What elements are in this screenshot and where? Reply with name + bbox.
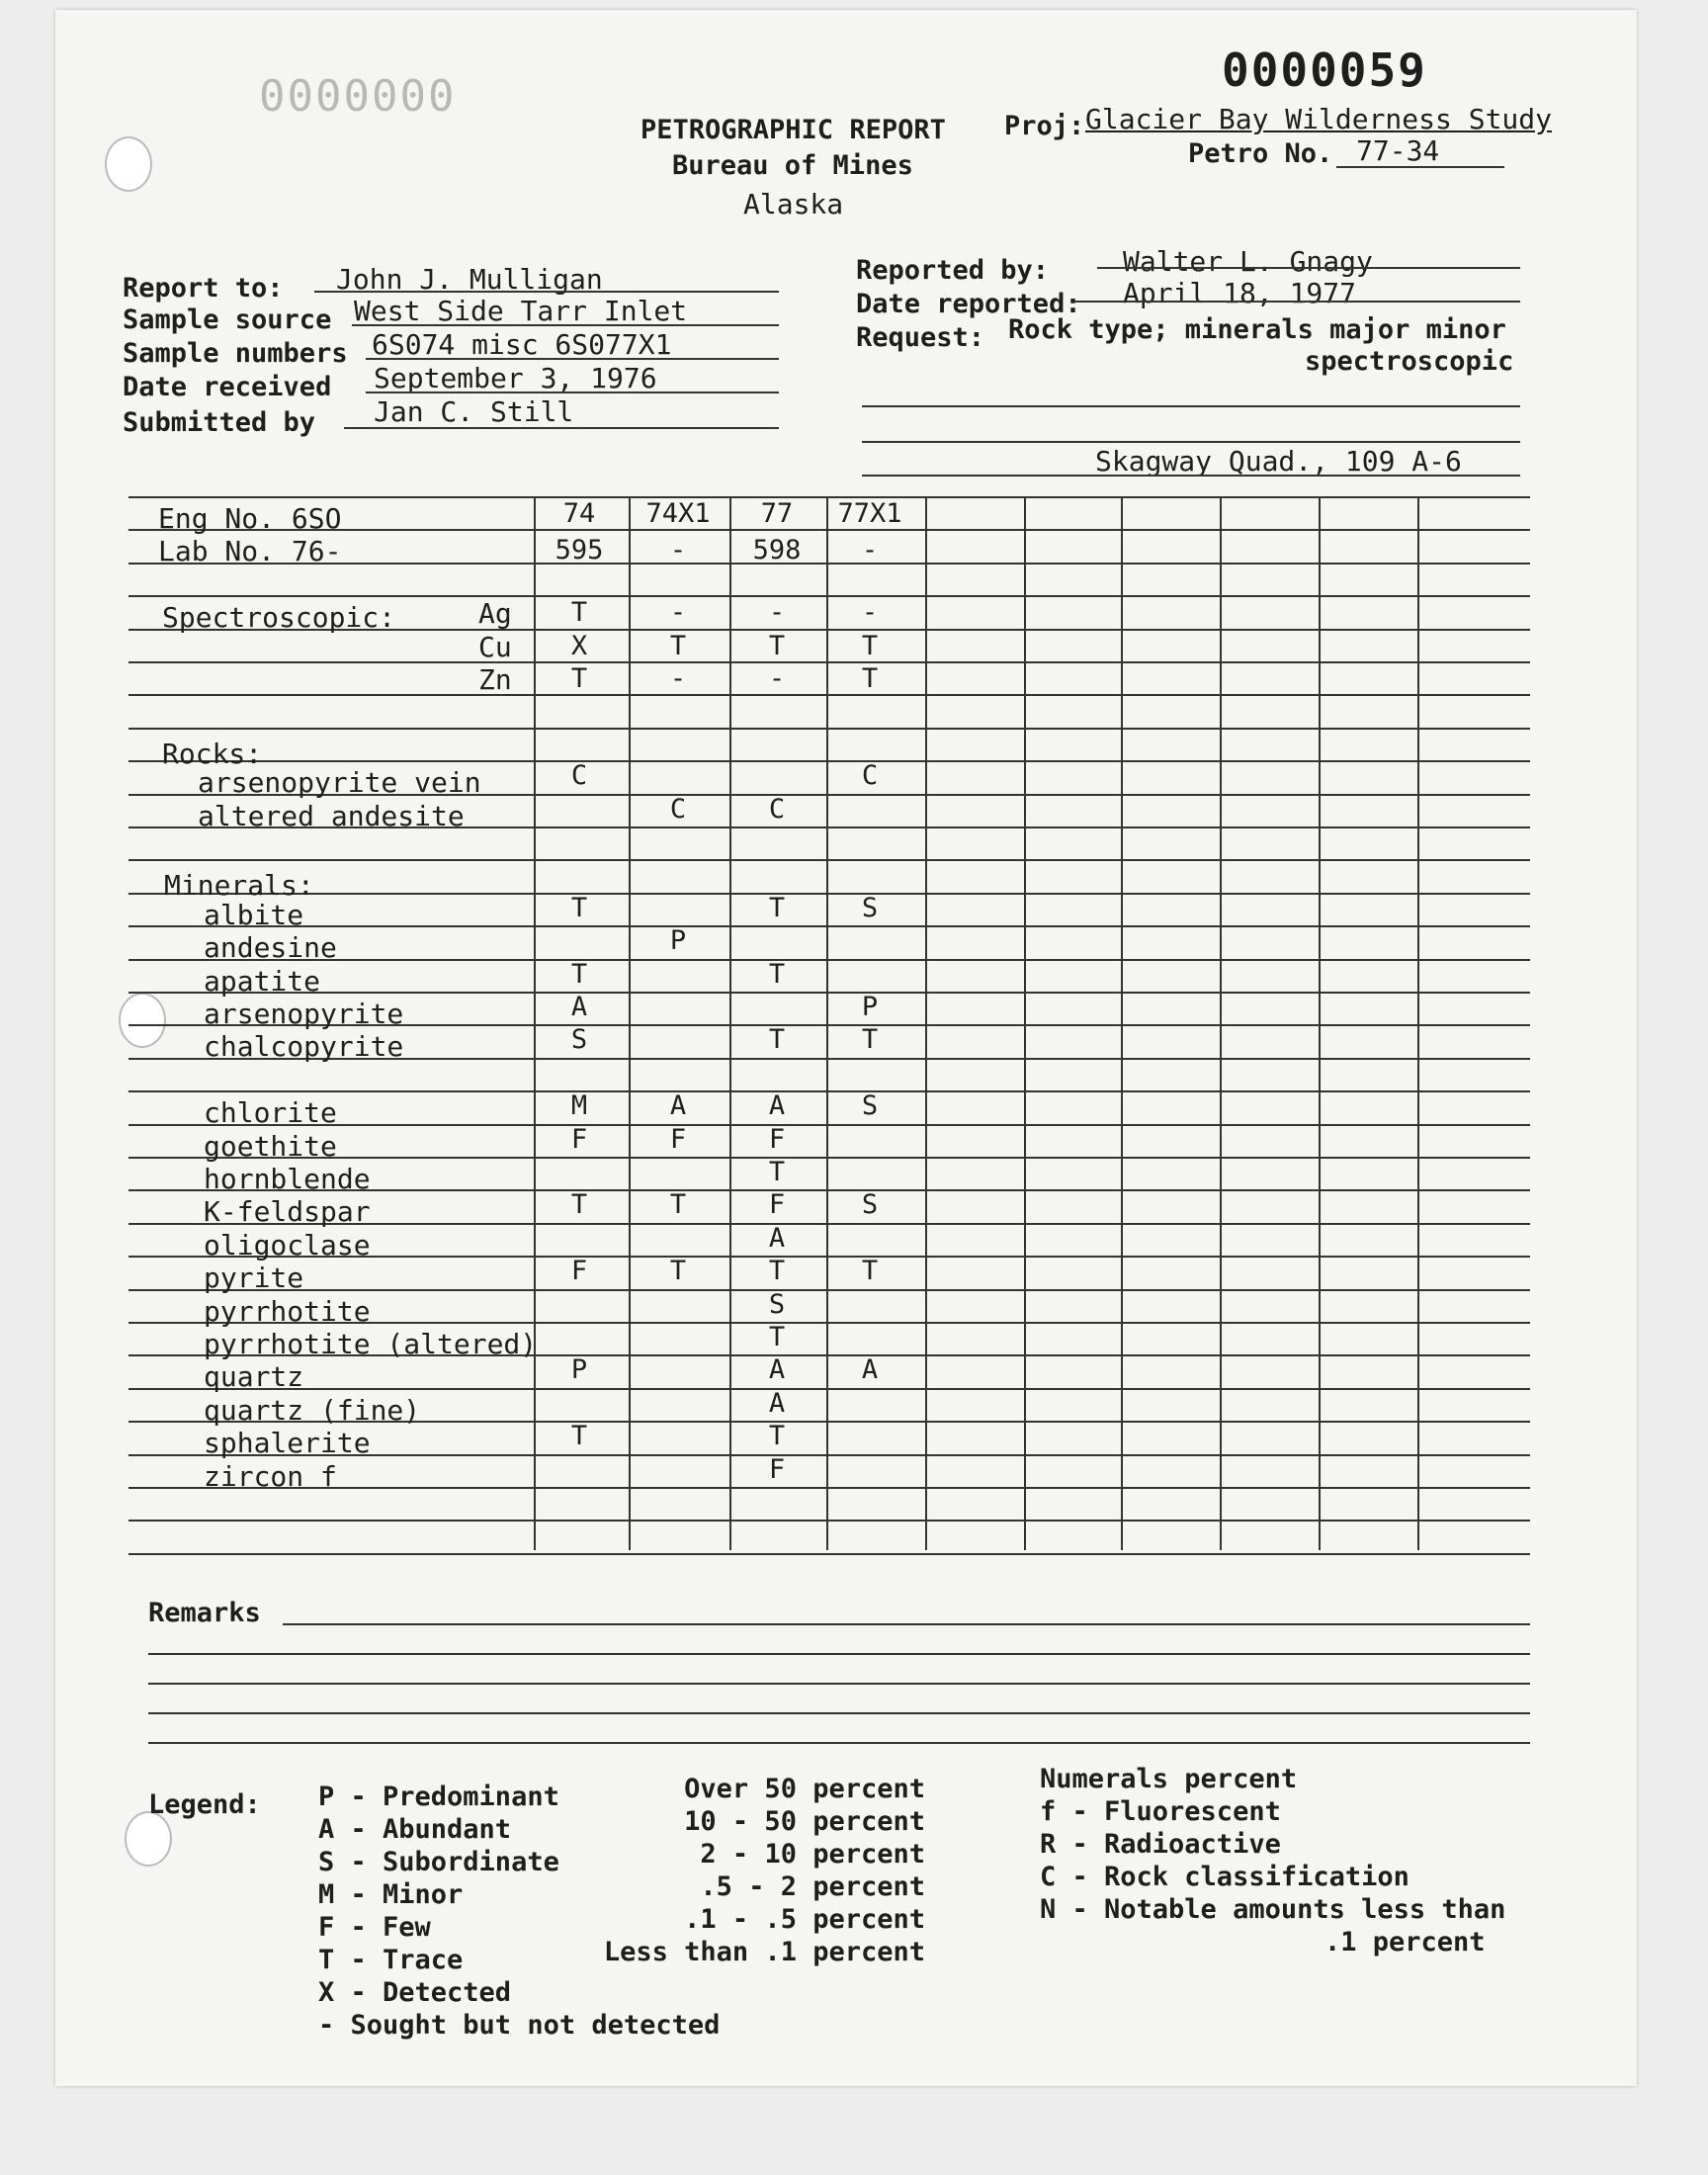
mineral-name: apatite <box>204 965 321 998</box>
table-row-line <box>128 728 1530 730</box>
table-column-line <box>826 496 828 1550</box>
date-received-value: September 3, 1976 <box>374 362 657 394</box>
element-label: Ag <box>478 597 512 630</box>
sample-numbers-value: 6S074 misc 6S077X1 <box>372 328 672 361</box>
table-row-line <box>128 1124 1530 1126</box>
mineral-cell: S <box>570 1024 588 1055</box>
mineral-cell: T <box>669 1189 687 1220</box>
mineral-cell: S <box>861 1090 879 1121</box>
proj-value: Glacier Bay Wilderness Study <box>1085 103 1553 135</box>
rock-name: arsenopyrite vein <box>198 766 481 799</box>
table-column-line <box>534 496 536 1550</box>
legend-code: F - Few <box>318 1912 431 1943</box>
page-number-stamp: 0000059 <box>1222 44 1427 97</box>
legend-note: C - Rock classification <box>1040 1862 1409 1892</box>
mineral-name: quartz (fine) <box>204 1394 421 1427</box>
table-column-line <box>1220 496 1222 1550</box>
eng-number-cell: 77X1 <box>837 498 902 529</box>
legend-code: X - Detected <box>318 1977 512 2008</box>
sample-numbers-label: Sample numbers <box>123 338 348 369</box>
table-row-line <box>128 959 1530 961</box>
rock-cell: C <box>768 794 786 825</box>
table-row-line <box>128 1090 1530 1092</box>
table-row-line <box>128 1388 1530 1390</box>
mineral-cell: P <box>570 1354 588 1385</box>
table-row-line <box>128 496 1530 498</box>
mineral-cell: P <box>861 992 879 1022</box>
table-column-line <box>729 496 731 1550</box>
legend-range: .5 - 2 percent <box>700 1871 925 1902</box>
legend-note: Numerals percent <box>1040 1764 1298 1794</box>
spectroscopic-cell: - <box>861 597 879 628</box>
mineral-cell: F <box>768 1124 786 1155</box>
mineral-name: sphalerite <box>204 1427 371 1459</box>
region-name: Alaska <box>743 188 844 220</box>
request-label: Request: <box>856 322 985 353</box>
date-received-label: Date received <box>123 372 332 402</box>
legend-note: .1 percent <box>1324 1927 1486 1958</box>
legend-note: N - Notable amounts less than <box>1040 1894 1506 1925</box>
legend-note: R - Radioactive <box>1040 1829 1281 1860</box>
mineral-cell: T <box>570 1189 588 1220</box>
spectroscopic-cell: X <box>570 631 588 661</box>
mineral-cell: T <box>768 1322 786 1352</box>
legend-range: 10 - 50 percent <box>684 1806 925 1837</box>
punch-hole <box>119 993 166 1048</box>
request-value-2: spectroscopic <box>1305 346 1514 377</box>
spectroscopic-cell: T <box>861 663 879 694</box>
table-row-line <box>128 1553 1530 1555</box>
rocks-label: Rocks: <box>162 738 263 770</box>
spectroscopic-cell: - <box>768 597 786 628</box>
mineral-name: pyrrhotite (altered) <box>204 1328 538 1360</box>
mineral-name: goethite <box>204 1130 337 1163</box>
legend-code: - Sought but not detected <box>318 2010 721 2041</box>
date-reported-label: Date reported: <box>856 289 1081 319</box>
rock-cell: C <box>570 760 588 791</box>
mineral-name: chlorite <box>204 1096 337 1129</box>
agency-name: Bureau of Mines <box>672 150 913 181</box>
reported-by-label: Reported by: <box>856 255 1050 286</box>
remarks-label: Remarks <box>148 1598 261 1628</box>
table-column-line <box>1024 496 1026 1550</box>
date-reported-value: April 18, 1977 <box>1123 277 1357 309</box>
submitted-by-label: Submitted by <box>123 407 316 438</box>
punch-hole <box>105 136 152 192</box>
sample-source-label: Sample source <box>123 304 332 335</box>
mineral-cell: F <box>570 1124 588 1155</box>
spectroscopic-cell: T <box>570 663 588 694</box>
mineral-cell: F <box>570 1256 588 1286</box>
rock-cell: C <box>861 760 879 791</box>
mineral-name: pyrrhotite <box>204 1295 371 1328</box>
mineral-name: chalcopyrite <box>204 1030 404 1063</box>
table-row-line <box>128 925 1530 927</box>
eng-number-cell: 74X1 <box>645 498 711 529</box>
legend-range: .1 - .5 percent <box>684 1904 925 1935</box>
table-column-line <box>629 496 631 1550</box>
mineral-cell: S <box>768 1289 786 1320</box>
submitted-by-value: Jan C. Still <box>374 395 574 428</box>
table-row-line <box>128 1487 1530 1489</box>
table-row-line <box>128 661 1530 663</box>
mineral-cell: F <box>768 1189 786 1220</box>
mineral-cell: T <box>768 1024 786 1055</box>
spectroscopic-cell: T <box>861 631 879 661</box>
mineral-cell: T <box>768 1157 786 1187</box>
mineral-cell: S <box>861 1189 879 1220</box>
table-row-line <box>128 859 1530 861</box>
table-row-line <box>128 1289 1530 1291</box>
mineral-cell: T <box>570 959 588 990</box>
table-column-line <box>1121 496 1123 1550</box>
minerals-label: Minerals: <box>164 869 314 902</box>
mineral-cell: T <box>768 893 786 923</box>
lab-number-cell: - <box>861 535 879 566</box>
eng-number-cell: 77 <box>760 498 794 529</box>
mineral-cell: T <box>861 1256 879 1286</box>
legend-range: 2 - 10 percent <box>700 1839 925 1870</box>
table-row-line <box>128 595 1530 597</box>
mineral-cell: A <box>570 992 588 1022</box>
sample-source-value: West Side Tarr Inlet <box>354 295 688 327</box>
spectroscopic-cell: T <box>669 631 687 661</box>
mineral-name: arsenopyrite <box>204 998 404 1030</box>
proj-label: Proj: <box>1004 111 1085 141</box>
mineral-cell: T <box>570 893 588 923</box>
mineral-name: albite <box>204 899 304 931</box>
quad-value: Skagway Quad., 109 A-6 <box>1095 445 1462 478</box>
legend-label: Legend: <box>148 1789 261 1820</box>
table-column-line <box>925 496 927 1550</box>
report-title: PETROGRAPHIC REPORT <box>640 115 946 145</box>
report-to-value: John J. Mulligan <box>336 263 603 296</box>
lab-no-label: Lab No. 76- <box>158 535 342 567</box>
table-row-line <box>128 1520 1530 1522</box>
spectroscopic-cell: - <box>669 663 687 694</box>
petro-label: Petro No. <box>1188 138 1333 169</box>
mineral-name: oligoclase <box>204 1229 371 1262</box>
reported-by-value: Walter L. Gnagy <box>1123 245 1373 278</box>
legend-code: S - Subordinate <box>318 1847 559 1877</box>
eng-no-label: Eng No. 6SO <box>158 502 342 535</box>
legend-note: f - Fluorescent <box>1040 1796 1281 1827</box>
mineral-name: quartz <box>204 1360 304 1393</box>
element-label: Zn <box>478 663 512 696</box>
table-row-line <box>128 694 1530 696</box>
mineral-cell: T <box>768 1421 786 1451</box>
lab-number-cell: - <box>669 535 687 566</box>
mineral-name: K-feldspar <box>204 1195 371 1228</box>
mineral-cell: M <box>570 1090 588 1121</box>
legend-code: A - Abundant <box>318 1814 512 1845</box>
rock-name: altered andesite <box>198 800 465 832</box>
faded-stamp: 0000000 <box>259 71 457 122</box>
table-row-line <box>128 992 1530 994</box>
request-value-1: Rock type; minerals major minor <box>1008 314 1506 345</box>
mineral-name: hornblende <box>204 1163 371 1195</box>
mineral-cell: T <box>768 1256 786 1286</box>
legend-code: M - Minor <box>318 1879 464 1910</box>
spectroscopic-cell: T <box>570 597 588 628</box>
table-column-line <box>1319 496 1321 1550</box>
mineral-cell: A <box>861 1354 879 1385</box>
spectroscopic-label: Spectroscopic: <box>162 601 396 634</box>
spectroscopic-cell: T <box>768 631 786 661</box>
rock-cell: C <box>669 794 687 825</box>
legend-range: Less than .1 percent <box>603 1937 925 1967</box>
legend-code: P - Predominant <box>318 1782 559 1812</box>
spectroscopic-cell: - <box>669 597 687 628</box>
table-column-line <box>1417 496 1419 1550</box>
mineral-name: zircon f <box>204 1460 337 1493</box>
mineral-cell: T <box>768 959 786 990</box>
mineral-cell: A <box>669 1090 687 1121</box>
table-row-line <box>128 893 1530 895</box>
lab-number-cell: 595 <box>555 535 604 566</box>
mineral-cell: F <box>669 1124 687 1155</box>
mineral-cell: S <box>861 893 879 923</box>
lab-number-cell: 598 <box>752 535 802 566</box>
mineral-cell: T <box>669 1256 687 1286</box>
element-label: Cu <box>478 631 512 663</box>
table-row-line <box>128 760 1530 762</box>
mineral-cell: P <box>669 925 687 956</box>
mineral-cell: A <box>768 1223 786 1254</box>
spectroscopic-cell: - <box>768 663 786 694</box>
mineral-cell: A <box>768 1388 786 1419</box>
eng-number-cell: 74 <box>562 498 596 529</box>
mineral-name: andesine <box>204 931 337 964</box>
mineral-cell: T <box>861 1024 879 1055</box>
legend-range: Over 50 percent <box>684 1774 925 1804</box>
mineral-name: pyrite <box>204 1262 304 1294</box>
report-to-label: Report to: <box>123 273 284 304</box>
table-row-line <box>128 1157 1530 1159</box>
mineral-cell: A <box>768 1090 786 1121</box>
mineral-cell: A <box>768 1354 786 1385</box>
petro-value: 77-34 <box>1356 134 1440 167</box>
mineral-cell: F <box>768 1454 786 1485</box>
mineral-cell: T <box>570 1421 588 1451</box>
legend-code: T - Trace <box>318 1945 464 1975</box>
